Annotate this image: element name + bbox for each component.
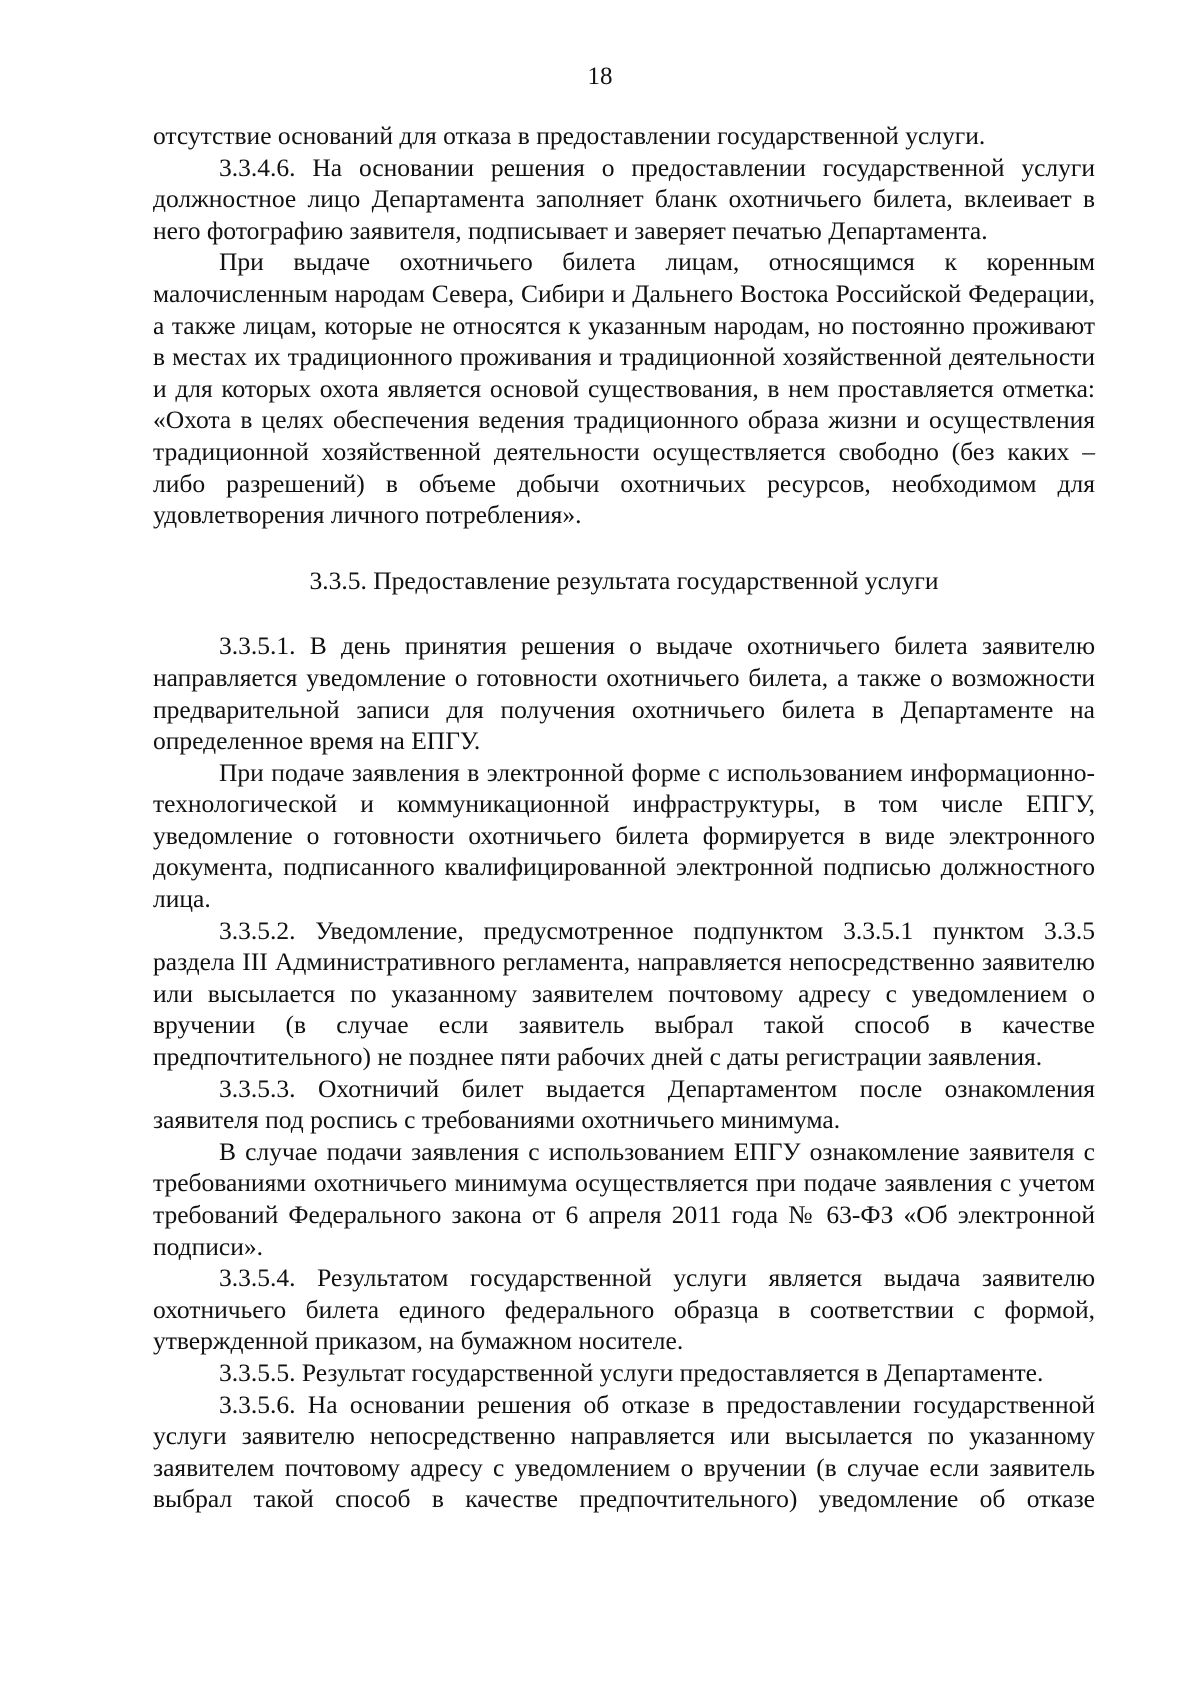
paragraph-3-3-5-5: 3.3.5.5. Результат государственной услуги предоставляется в Департаменте. (219, 1357, 1044, 1387)
paragraph-continuation: отсутствие оснований для отказа в предоставлении государственной услуги. (153, 121, 986, 150)
paragraph-3-3-5-4: 3.3.5.4. Результатом государственной услуги является выдача заявителю охотничьего билета единого федерального образца в соответствии с формой, утвержденной приказом, на бумажном носителе. (153, 1263, 1095, 1356)
document-body (153, 120, 1095, 1515)
paragraph-hunting-note: При выдаче охотничьего билета лицам, относящимся к коренным малочисленным народам Севера, Сибири и Дальнего Востока Российской Федерации, а также лицам, которые не относятся к указанным народам, но постоянно проживают в местах их традиционного проживания и традиционной хозяйственной деятельности и для которых охота является основой существования, в нем проставляется отметка: «Охота в целях обеспечения ведения традиционного образа жизни и осуществления традиционной хозяйственной деятельности осуществляется свободно (без каких – либо разрешений) в объеме добычи охотничьих ресурсов, необходимом для удовлетворения личного потребления». (153, 247, 1095, 530)
paragraph-epgu-familiarization: В случае подачи заявления с использованием ЕПГУ ознакомление заявителя с требованиями охотничьего минимума осуществляется при подаче заявления с учетом требований Федерального закона от 6 апреля 2011 года № 63-ФЗ «Об электронной подписи». (153, 1136, 1095, 1261)
paragraph-electronic-notice: При подаче заявления в электронной форме с использованием информационно-технологической и коммуникационной инфраструктуры, в том числе ЕПГУ, уведомление о готовности охотничьего билета формируется в виде электронного документа, подписанного квалифицированной электронной подписью должностного лица. (153, 757, 1095, 914)
paragraph-3-3-5-1: 3.3.5.1. В день принятия решения о выдаче охотничьего билета заявителю направляется уведомление о готовности охотничьего билета, а также о возможности предварительной записи для получения охотничьего билета в Департаменте на определенное время на ЕПГУ. (153, 631, 1095, 756)
paragraph-3-3-5-3: 3.3.5.3. Охотничий билет выдается Департаментом после ознакомления заявителя под роспись с требованиями охотничьего минимума. (153, 1073, 1095, 1135)
paragraph-3-3-5-6: 3.3.5.6. На основании решения об отказе в предоставлении государственной услуги заявителю непосредственно направляется или высылается по указанному заявителем почтовому адресу с уведомлением о вручении (в случае если заявитель выбрал такой способ в качестве предпочтительного) уведомление об отказе (153, 1389, 1095, 1514)
paragraph-3-3-4-6: 3.3.4.6. На основании решения о предоставлении государственной услуги должностное лицо Департамента заполняет бланк охотничьего билета, вклеивает в него фотографию заявителя, подписывает и заверяет печатью Департамента. (153, 152, 1095, 245)
page-number: 18 (587, 63, 613, 90)
section-heading-3-3-5: 3.3.5. Предоставление результата государственной услуги (309, 565, 939, 595)
paragraph-3-3-5-2: 3.3.5.2. Уведомление, предусмотренное подпунктом 3.3.5.1 пунктом 3.3.5 раздела III Административного регламента, направляется непосредственно заявителю или высылается по указанному заявителем почтовому адресу с уведомлением о вручении (в случае если заявитель выбрал такой способ в качестве предпочтительного) не позднее пяти рабочих дней с даты регистрации заявления. (153, 915, 1095, 1072)
